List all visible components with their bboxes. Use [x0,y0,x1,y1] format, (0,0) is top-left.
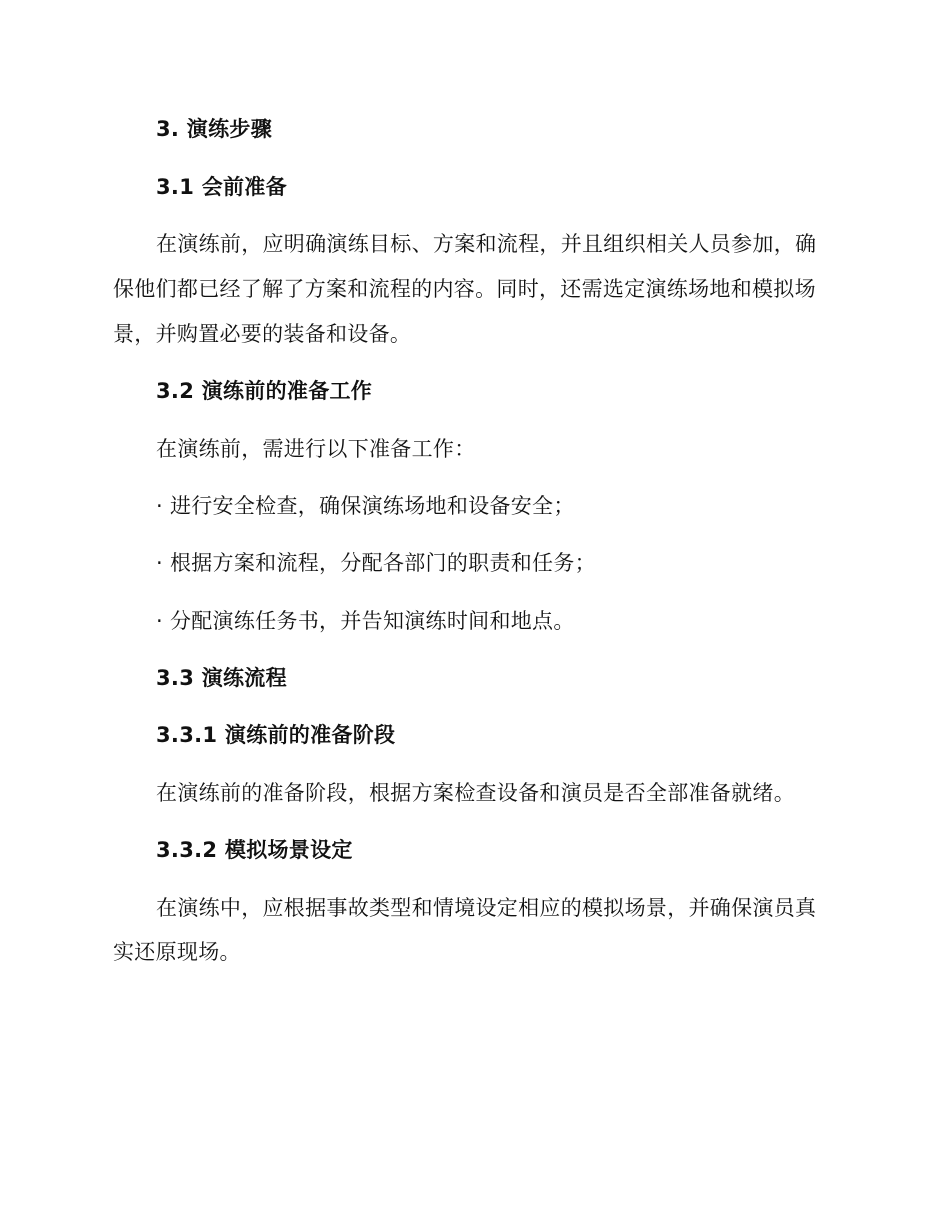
bullet-item-2: · 根据方案和流程，分配各部门的职责和任务； [156,551,596,575]
paragraph-3-1-line-1: 在演练前，应明确演练目标、方案和流程，并且组织相关人员参加，确 [156,232,817,256]
heading-3-2: 3.2 演练前的准备工作 [156,379,373,403]
paragraph-3-3-2-line-2: 实还原现场。 [113,940,241,964]
section-title: 3. 演练步骤 [156,117,272,141]
bullet-item-3: · 分配演练任务书，并告知演练时间和地点。 [156,609,575,633]
heading-3-3-2: 3.3.2 模拟场景设定 [156,838,353,862]
heading-3-1: 3.1 会前准备 [156,175,287,199]
paragraph-3-2-intro: 在演练前，需进行以下准备工作： [156,437,476,461]
paragraph-3-1-line-3: 景，并购置必要的装备和设备。 [113,322,412,346]
paragraph-3-3-1: 在演练前的准备阶段，根据方案检查设备和演员是否全部准备就绪。 [156,781,795,805]
paragraph-3-1-line-2: 保他们都已经了解了方案和流程的内容。同时，还需选定演练场地和模拟场 [113,277,816,301]
heading-3-3: 3.3 演练流程 [156,666,287,690]
paragraph-3-3-2-line-1: 在演练中，应根据事故类型和情境设定相应的模拟场景，并确保演员真 [156,896,817,920]
heading-3-3-1: 3.3.1 演练前的准备阶段 [156,723,396,747]
bullet-item-1: · 进行安全检查，确保演练场地和设备安全； [156,494,575,518]
